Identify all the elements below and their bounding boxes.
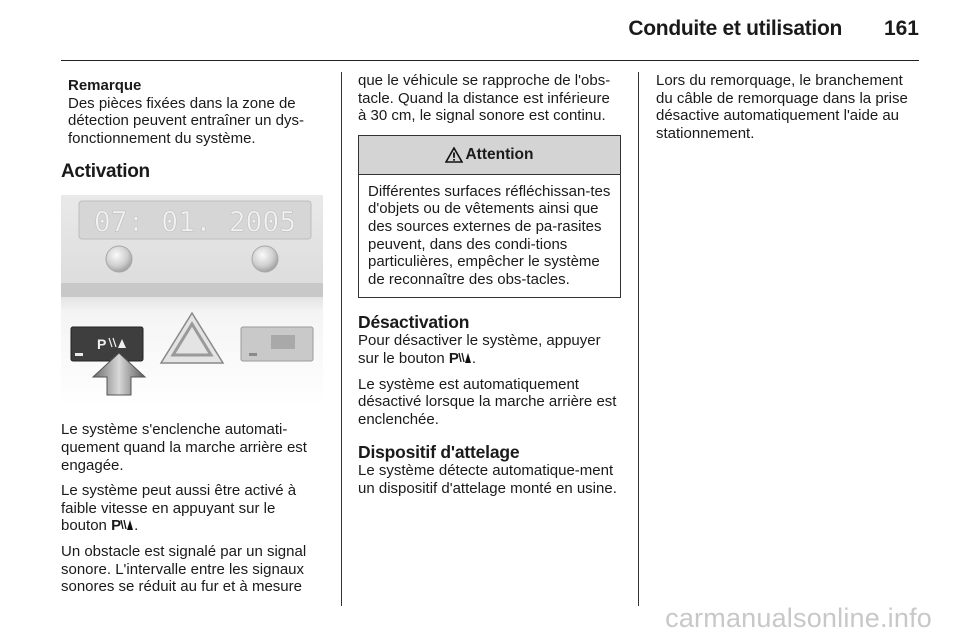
column-divider-1 [341,72,342,606]
deactivation-heading: Désactivation [358,312,470,333]
parking-sensor-icon [458,352,472,365]
watermark: carmanualsonline.info [665,603,932,633]
attention-body [359,175,620,298]
deactivation-paragraph-1: Pour désactiver le système, appuyer sur le bouton P . [358,332,601,367]
deactivation-section [358,312,621,428]
note-block [68,77,323,147]
parking-button-label: P [97,336,107,353]
parking-sensor-icon [120,519,134,532]
page-number: 161 [883,17,919,40]
hitch-heading: Dispositif d'attelage [358,442,520,463]
column-1 [61,72,323,604]
hitch-paragraph: Le système détecte automatique-ment un dispositif d'attelage monté en usine. [358,462,617,497]
activation-heading: Activation [61,161,150,183]
activation-paragraph-2: Le système peut aussi être activé à faible vitesse en appuyant sur le bouton P . [61,482,297,535]
dashboard-photo [61,195,323,407]
page-header [0,0,960,60]
header-divider [61,60,919,61]
chapter-title: Conduite et utilisation [628,17,842,40]
column-3 [656,72,919,150]
deactivation-paragraph-2: Le système est automatiquement désactivé lorsque la marche arrière est enclenchée. [358,375,617,428]
activation-paragraph-1: Le système s'enclenche automati-quement quand la marche arrière est engagée. [61,421,307,474]
column-divider-2 [638,72,639,606]
attention-label: Attention [465,145,534,163]
note-text: Des pièces fixées dans la zone de détection peuvent entraîner un dys-fonctionnement du système. [68,94,304,147]
parking-assist-symbol: P [449,350,472,367]
continuation-paragraph: que le véhicule se rapproche de l'obs-tacle. Quand la distance est inférieure à 30 cm, le signal sonore est continu. [358,72,611,125]
warning-triangle-icon [445,147,463,163]
left-knob-icon [106,246,132,272]
towing-paragraph: Lors du remorquage, le branchement du câble de remorquage dans la prise désactive automatiquement l'aide au stationnement. [656,72,908,142]
right-knob-icon [252,246,278,272]
clock-text: 07: 01. 2005 [93,205,297,239]
attention-header [359,136,620,175]
note-title: Remarque [68,77,142,94]
attention-box [358,135,621,299]
hitch-section [358,442,621,497]
attention-text: Différentes surfaces réfléchissan-tes d'objets ou de vêtements ainsi que des sources externes de pa-rasites peuvent, dans des condi-tions particulières, empêcher le système de reconnaître des obs-tacles. [368,182,611,288]
column-2 [358,72,621,506]
dashboard-illustration [61,195,323,407]
parking-assist-symbol: P [111,517,134,534]
activation-paragraph-3: Un obstacle est signalé par un signal sonore. L'intervalle entre les signaux sonores se réduit au fur et à mesure [61,542,307,596]
